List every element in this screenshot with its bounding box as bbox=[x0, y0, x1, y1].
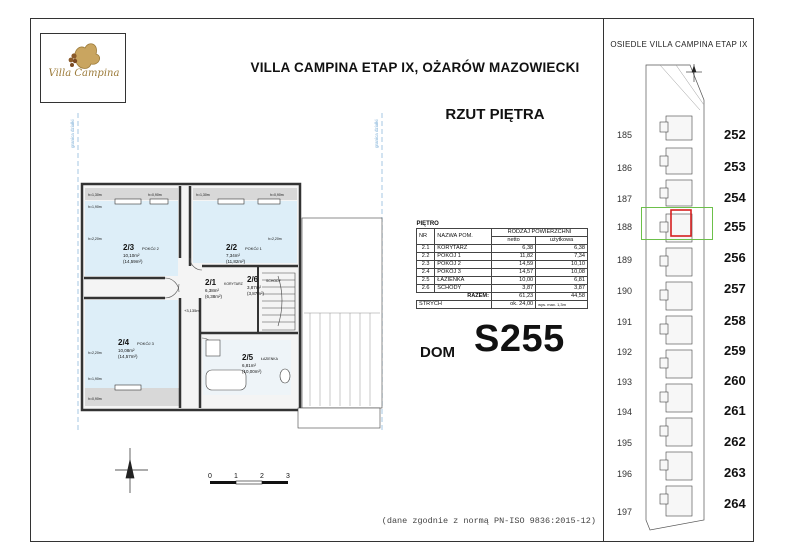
table-row bbox=[417, 260, 588, 268]
house-number-label: 260 bbox=[724, 373, 746, 388]
row-name: POKÓJ 1 bbox=[435, 252, 492, 260]
table-header: NAZWA POM. bbox=[435, 228, 492, 244]
table-row bbox=[417, 244, 588, 252]
attic-label: STRYCH bbox=[417, 300, 492, 308]
row-nr: 2.3 bbox=[417, 260, 435, 268]
lot-number: 189 bbox=[617, 255, 633, 265]
area-table bbox=[416, 220, 588, 309]
height-mark: h=1,30m bbox=[88, 193, 102, 197]
toilet bbox=[280, 369, 290, 383]
room-fill-2-2 bbox=[193, 201, 297, 263]
house-number-label: 262 bbox=[724, 434, 746, 449]
scale-tick: 0 bbox=[208, 473, 212, 480]
lot-number: 186 bbox=[617, 163, 633, 173]
row-uzytkowa: 3,87 bbox=[536, 284, 588, 292]
lot-number: 193 bbox=[617, 377, 633, 387]
room-name: POKÓJ 3 bbox=[137, 341, 154, 346]
row-name: KORYTARZ bbox=[435, 244, 492, 252]
height-mark: h=1,90m bbox=[88, 205, 102, 209]
room-area: 10,10m² bbox=[123, 253, 140, 258]
house-number: S255 bbox=[474, 318, 565, 360]
table-attic-row bbox=[417, 300, 588, 308]
table-title: PIĘTRO bbox=[416, 220, 439, 227]
row-nr: 2.5 bbox=[417, 276, 435, 284]
room-area-total: (6,38m²) bbox=[205, 294, 223, 299]
table-header: użytkowa bbox=[536, 236, 588, 244]
house-number-label: 258 bbox=[724, 313, 746, 328]
scale-tick: 1 bbox=[234, 473, 238, 480]
row-nr: 2.1 bbox=[417, 244, 435, 252]
room-name: KORYTARZ bbox=[224, 282, 243, 286]
sum-uzytkowa: 44,58 bbox=[536, 292, 588, 300]
room-code: 2/2 bbox=[226, 243, 238, 252]
room-area-total: (14,57m²) bbox=[118, 354, 138, 359]
lot-number: 185 bbox=[617, 130, 633, 140]
house-number-label: 255 bbox=[724, 219, 746, 234]
table-row bbox=[417, 284, 588, 292]
height-mark: h=1,30m bbox=[196, 193, 210, 197]
height-mark: h=0,90m bbox=[270, 193, 284, 197]
row-netto: 11,82 bbox=[491, 252, 535, 260]
estate-title: OSIEDLE VILLA CAMPINA ETAP IX bbox=[610, 40, 748, 49]
house-number-label: 253 bbox=[724, 159, 746, 174]
room-code: 2/5 bbox=[242, 353, 254, 362]
scale-bar bbox=[210, 481, 288, 484]
lot-number: 187 bbox=[617, 194, 633, 204]
room-area: 7,34m² bbox=[226, 253, 241, 258]
logo-box bbox=[40, 33, 126, 103]
house-number-label: 256 bbox=[724, 250, 746, 265]
room-code: 2/1 bbox=[205, 278, 217, 287]
room-code: 2/4 bbox=[118, 338, 130, 347]
room-name: POKÓJ 1 bbox=[245, 246, 262, 251]
norm-note: (dane zgodnie z normą PN-ISO 9836:2015-12) bbox=[381, 516, 596, 526]
table-row bbox=[417, 268, 588, 276]
washbasin bbox=[206, 340, 220, 356]
row-uzytkowa: 10,10 bbox=[536, 260, 588, 268]
house-number-label: 261 bbox=[724, 403, 746, 418]
lot-number: 194 bbox=[617, 407, 633, 417]
boundary-label-left: granica działki bbox=[70, 119, 75, 148]
room-area: 3,87m² bbox=[247, 285, 262, 290]
table-sum-row bbox=[417, 292, 588, 300]
room-area-total: (14,59m²) bbox=[123, 259, 143, 264]
logo-text: Villa Campina bbox=[48, 68, 120, 79]
house-number-label: 264 bbox=[724, 496, 746, 511]
lot-number: 197 bbox=[617, 507, 633, 517]
sum-label: RAZEM: bbox=[417, 292, 492, 300]
height-mark: h=2,20m bbox=[88, 351, 102, 355]
lot-number: 190 bbox=[617, 286, 633, 296]
bathtub bbox=[206, 370, 246, 390]
table-header: RODZAJ POWIERZCHNI bbox=[491, 228, 587, 236]
room-area-total: (3,87m²) bbox=[247, 291, 265, 296]
attic-value: ok. 24,00 bbox=[491, 300, 535, 308]
row-netto: 14,59 bbox=[491, 260, 535, 268]
height-mark: h=0,90m bbox=[148, 193, 162, 197]
row-uzytkowa: 7,34 bbox=[536, 252, 588, 260]
house-label: DOM bbox=[420, 344, 455, 361]
room-name: SCHODY bbox=[266, 279, 281, 283]
row-uzytkowa: 6,38 bbox=[536, 244, 588, 252]
floor-plan bbox=[30, 108, 400, 508]
house-number-label: 259 bbox=[724, 343, 746, 358]
room-fill-2-4 bbox=[85, 300, 178, 388]
row-netto: 3,87 bbox=[491, 284, 535, 292]
attic-note: wys. max. 1,3m bbox=[536, 300, 588, 308]
house-number-label: 263 bbox=[724, 465, 746, 480]
scale-tick: 2 bbox=[260, 473, 264, 480]
row-name: POKÓJ 2 bbox=[435, 260, 492, 268]
row-name: SCHODY bbox=[435, 284, 492, 292]
row-netto: 6,38 bbox=[491, 244, 535, 252]
house-number-label: 257 bbox=[724, 281, 746, 296]
row-nr: 2.6 bbox=[417, 284, 435, 292]
boundary-label-right: granica działki bbox=[374, 119, 379, 148]
room-code: 2/6 bbox=[247, 275, 259, 284]
lot-number: 191 bbox=[617, 317, 633, 327]
table-header: NR bbox=[417, 228, 435, 244]
sum-netto: 61,23 bbox=[491, 292, 535, 300]
row-name: POKÓJ 3 bbox=[435, 268, 492, 276]
project-title: VILLA CAMPINA ETAP IX, OŻARÓW MAZOWIECKI bbox=[250, 60, 580, 75]
north-arrow-icon bbox=[115, 448, 148, 493]
room-code: 2/3 bbox=[123, 243, 135, 252]
level-mark: +3,135m bbox=[184, 308, 200, 313]
row-nr: 2.4 bbox=[417, 268, 435, 276]
room-name: POKÓJ 2 bbox=[142, 246, 159, 251]
selected-lot-highlight bbox=[641, 207, 713, 240]
floor-title: RZUT PIĘTRA bbox=[445, 106, 545, 123]
lot-number: 195 bbox=[617, 438, 633, 448]
table-header: netto bbox=[491, 236, 535, 244]
house-number-label: 252 bbox=[724, 127, 746, 142]
table-row bbox=[417, 252, 588, 260]
row-name: ŁAZIENKA bbox=[435, 276, 492, 284]
room-area: 6,38m² bbox=[205, 288, 220, 293]
row-netto: 10,00 bbox=[491, 276, 535, 284]
room-area-total: (11,82m²) bbox=[226, 259, 246, 264]
lot-number: 192 bbox=[617, 347, 633, 357]
room-area: 6,81m² bbox=[242, 363, 257, 368]
height-mark: h=2,20m bbox=[268, 237, 282, 241]
room-area-total: (10,00m²) bbox=[242, 369, 262, 374]
lot-number: 196 bbox=[617, 469, 633, 479]
room-area: 10,08m² bbox=[118, 348, 135, 353]
house-number-label: 254 bbox=[724, 190, 746, 205]
row-netto: 14,57 bbox=[491, 268, 535, 276]
height-mark: h=2,20m bbox=[88, 237, 102, 241]
height-mark: h=1,90m bbox=[88, 377, 102, 381]
lot-number: 188 bbox=[617, 222, 633, 232]
room-name: ŁAZIENKA bbox=[261, 357, 278, 361]
row-uzytkowa: 10,08 bbox=[536, 268, 588, 276]
height-mark: h=0,90m bbox=[88, 397, 102, 401]
row-uzytkowa: 6,81 bbox=[536, 276, 588, 284]
scale-tick: 3 bbox=[286, 473, 290, 480]
row-nr: 2.2 bbox=[417, 252, 435, 260]
table-row bbox=[417, 276, 588, 284]
